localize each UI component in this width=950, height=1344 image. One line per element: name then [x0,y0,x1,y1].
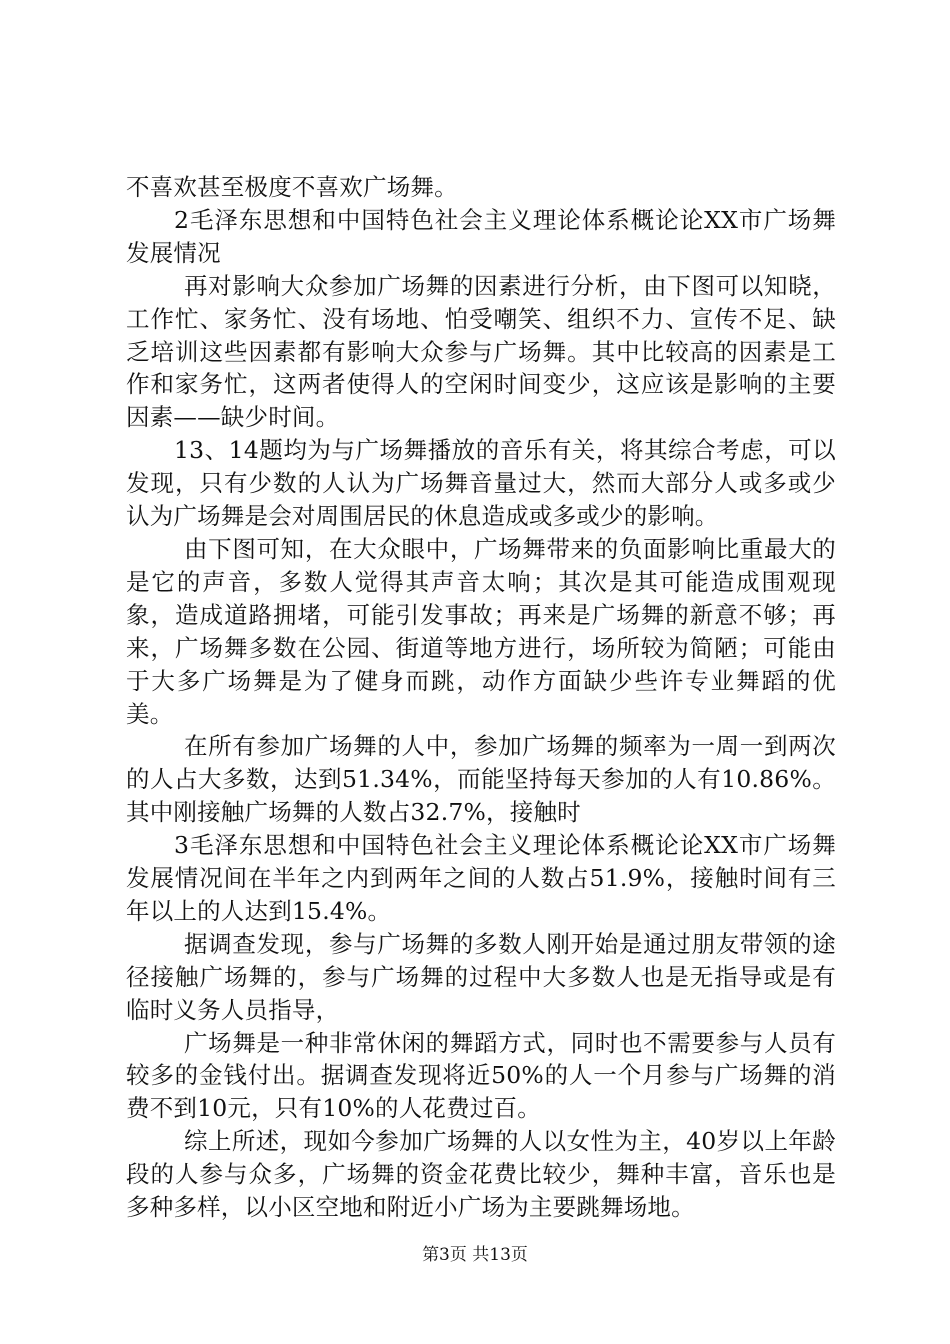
paragraph-10: 综上所述，现如今参加广场舞的人以女性为主，40岁以上年龄段的人参与众多，广场舞的资金花费比较少，舞种丰富，音乐也是多种多样，以小区空地和附近小广场为主要跳舞场地。 [126,1127,836,1222]
page-number-footer: 第3页 共13页 [422,1245,528,1265]
paragraph-6: 在所有参加广场舞的人中，参加广场舞的频率为一周一到两次的人占大多数，达到51.34%，而能坚持每天参加的人有10.86%。其中刚接触广场舞的人数占32.7%，接触时 [126,732,836,827]
paragraph-4: 13、14题均为与广场舞播放的音乐有关，将其综合考虑，可以发现，只有少数的人认为广场舞音量过大，然而大部分人或多或少认为广场舞是会对周围居民的休息造成或多或少的影响。 [126,436,836,531]
paragraph-3: 再对影响大众参加广场舞的因素进行分析，由下图可以知晓，工作忙、家务忙、没有场地、怕受嘲笑、组织不力、宣传不足、缺乏培训这些因素都有影响大众参与广场舞。其中比较高的因素是工作和家务忙，这两者使得人的空闲时间变少，这应该是影响的主要因素——缺少时间。 [126,271,836,432]
paragraph-8: 据调查发现，参与广场舞的多数人刚开始是通过朋友带领的途径接触广场舞的，参与广场舞的过程中大多数人也是无指导或是有临时义务人员指导， [126,929,836,1024]
paragraph-9: 广场舞是一种非常休闲的舞蹈方式，同时也不需要参与人员有较多的金钱付出。据调查发现将近50%的人一个月参与广场舞的消费不到10元，只有10%的人花费过百。 [126,1028,836,1123]
paragraph-2: 2毛泽东思想和中国特色社会主义理论体系概论论XX市广场舞发展情况 [126,205,836,267]
document-body [126,171,836,1224]
paragraph-1: 不喜欢甚至极度不喜欢广场舞。 [126,173,458,201]
paragraph-5: 由下图可知，在大众眼中，广场舞带来的负面影响比重最大的是它的声音，多数人觉得其声音太响；其次是其可能造成围观现象，造成道路拥堵，可能引发事故；再来是广场舞的新意不够；再来，广场舞多数在公园、街道等地方进行，场所较为简陋；可能由于大多广场舞是为了健身而跳，动作方面缺少些许专业舞蹈的优美。 [126,534,836,728]
paragraph-7: 3毛泽东思想和中国特色社会主义理论体系概论论XX市广场舞发展情况间在半年之内到两年之间的人数占51.9%，接触时间有三年以上的人达到15.4%。 [126,831,836,925]
